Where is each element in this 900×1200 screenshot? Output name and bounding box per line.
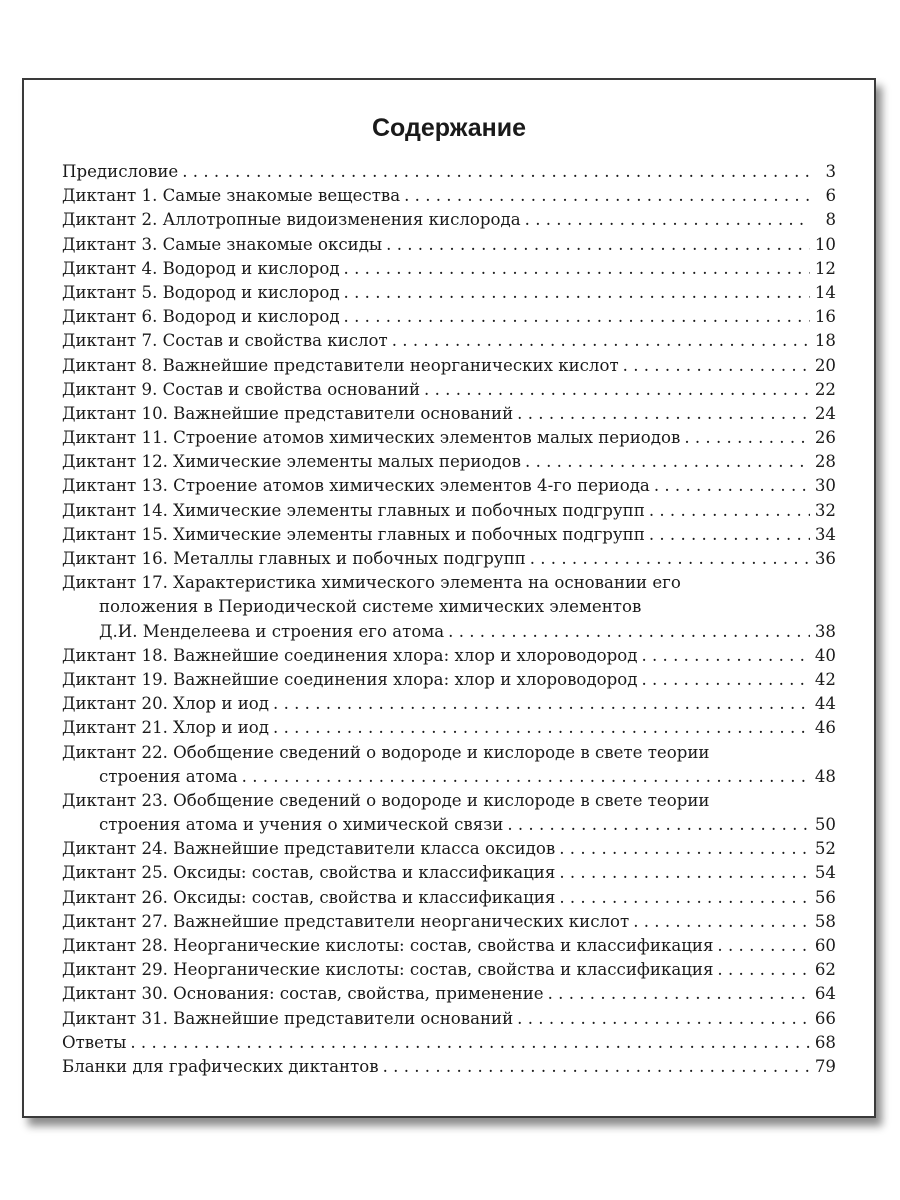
toc-entry-title: Диктант 13. Строение атомов химических элементов 4-го периода: [62, 476, 650, 496]
toc-entry-title: Диктант 1. Самые знакомые вещества: [62, 186, 401, 206]
toc-entry-title: Ответы: [62, 1032, 127, 1052]
dot-leader: [130, 1031, 810, 1055]
document-page: [22, 78, 876, 1118]
dot-leader: [548, 982, 810, 1006]
toc-entry-line: [62, 886, 836, 910]
toc-entry-line: [62, 354, 836, 378]
toc-entry-line: [62, 402, 836, 426]
page-number: 14: [814, 282, 836, 302]
toc-entry-line: [62, 644, 836, 668]
dot-leader: [383, 1055, 810, 1079]
page-title: Содержание: [371, 114, 527, 142]
dot-leader: [684, 426, 810, 450]
toc-entry: [62, 571, 836, 644]
dot-leader: [559, 837, 810, 861]
toc-entry-title: Диктант 7. Состав и свойства кислот: [62, 331, 388, 351]
page-number: 46: [814, 718, 836, 738]
toc-entry: [62, 402, 836, 426]
toc-entry-line: [62, 257, 836, 281]
toc-entry-title: Диктант 28. Неорганические кислоты: состав, свойства и классификация: [62, 936, 714, 955]
toc-entry-line: [62, 450, 836, 474]
toc-entry-title: Диктант 19. Важнейшие соединения хлора: хлор и хлороводород: [62, 669, 638, 689]
toc-entry: [62, 233, 836, 257]
toc-entry: [62, 450, 836, 474]
toc-entry-title: Диктант 9. Состав и свойства оснований: [62, 379, 421, 399]
toc-entry-line: [62, 910, 836, 934]
page-number: 58: [814, 911, 836, 931]
page-number: 42: [814, 669, 836, 689]
page-number: 50: [814, 815, 836, 835]
dot-leader: [273, 692, 810, 716]
page-number: 6: [825, 186, 836, 206]
toc-entry-line: [62, 547, 836, 571]
toc-entry: [62, 378, 836, 402]
page-number: 79: [814, 1056, 836, 1076]
page-number: 3: [825, 162, 836, 181]
toc-entry-line: [62, 281, 836, 305]
toc-entry: [62, 257, 836, 281]
page-number: 18: [814, 331, 836, 351]
toc-entry-title: строения атома: [99, 766, 238, 786]
toc-entry: [62, 668, 836, 692]
dot-leader: [404, 184, 810, 208]
dot-leader: [717, 958, 810, 982]
dot-leader: [641, 668, 810, 692]
dot-leader: [344, 305, 810, 329]
dot-leader: [525, 450, 810, 474]
dot-leader: [242, 765, 810, 789]
toc-entry-title: Диктант 3. Самые знакомые оксиды: [62, 234, 383, 254]
toc-entry-title: Диктант 5. Водород и кислород: [62, 282, 340, 302]
dot-leader: [559, 886, 810, 910]
toc-entry-line: [62, 741, 836, 765]
page-number: 48: [814, 766, 836, 786]
page-number: 20: [814, 355, 836, 375]
toc-entry-line: [62, 1007, 836, 1031]
dot-leader: [273, 716, 810, 740]
page-number: 56: [814, 887, 836, 907]
toc-entry-line: [62, 474, 836, 498]
page-number: 54: [814, 863, 836, 883]
toc-entry-line: [62, 1031, 836, 1055]
toc-entry: [62, 861, 836, 885]
toc-entry: [62, 329, 836, 353]
page-number: 22: [814, 379, 836, 399]
dot-leader: [386, 233, 810, 257]
dot-leader: [517, 1007, 810, 1031]
toc-entry: [62, 837, 836, 861]
page-number: 10: [814, 234, 836, 254]
toc-entry-title: Диктант 14. Химические элементы главных и побочных подгрупп: [62, 500, 645, 520]
toc-entry: [62, 499, 836, 523]
page-number: 68: [814, 1032, 836, 1052]
toc-entry-line: [62, 837, 836, 861]
toc-entry-title: Диктант 11. Строение атомов химических элементов малых периодов: [62, 428, 681, 448]
toc-entry: [62, 281, 836, 305]
toc-entry-title: положения в Периодической системе химических элементов: [99, 597, 642, 617]
toc-entry: [62, 160, 836, 184]
toc-entry-title: Диктант 27. Важнейшие представители неорганических кислот: [62, 911, 630, 931]
toc-entry: [62, 692, 836, 716]
toc-entry-line: [62, 692, 836, 716]
toc-entry-line: [62, 329, 836, 353]
toc-entry-line: [62, 789, 836, 813]
toc-entry-title: Диктант 17. Характеристика химического элемента на основании его: [62, 573, 681, 593]
page-number: 38: [814, 621, 836, 641]
toc-entry-title: Диктант 8. Важнейшие представители неорганических кислот: [62, 355, 619, 375]
toc-entry-title: Диктант 30. Основания: состав, свойства, применение: [62, 984, 544, 1004]
toc-entry-line: [62, 982, 836, 1006]
toc-entry-continuation-line: [62, 813, 836, 837]
page-number: 62: [814, 960, 836, 980]
toc-entry-continuation-line: [62, 765, 836, 789]
page-number: 32: [814, 500, 836, 520]
dot-leader: [448, 620, 810, 644]
toc-entry-title: Диктант 20. Хлор и иод: [62, 694, 270, 714]
toc-entry-title: Диктант 10. Важнейшие представители оснований: [62, 403, 514, 423]
dot-leader: [633, 910, 810, 934]
toc-entry-line: [62, 233, 836, 257]
toc-entry: [62, 426, 836, 450]
dot-leader: [392, 329, 810, 353]
dot-leader: [623, 354, 810, 378]
page-number: 64: [814, 984, 836, 1004]
toc-entry: [62, 184, 836, 208]
dot-leader: [717, 934, 810, 958]
toc-entry-line: [62, 426, 836, 450]
toc-entry: [62, 523, 836, 547]
page-number: 24: [814, 403, 836, 423]
page-number: 60: [814, 936, 836, 955]
toc-entry-title: Диктант 15. Химические элементы главных и побочных подгрупп: [62, 524, 645, 544]
page-number: 34: [814, 524, 836, 544]
toc-entry: [62, 305, 836, 329]
toc-entry: [62, 354, 836, 378]
toc-entry-title: Диктант 29. Неорганические кислоты: состав, свойства и классификация: [62, 960, 714, 980]
toc-entry: [62, 716, 836, 740]
toc-entry: [62, 208, 836, 232]
dot-leader: [530, 547, 810, 571]
toc-entry-line: [62, 184, 836, 208]
toc-entry-title: Диктант 6. Водород и кислород: [62, 307, 340, 327]
toc-entry-title: Диктант 18. Важнейшие соединения хлора: хлор и хлороводород: [62, 645, 638, 665]
dot-leader: [507, 813, 810, 837]
table-of-contents: [62, 160, 836, 1079]
toc-entry-line: [62, 1055, 836, 1079]
toc-entry-line: [62, 958, 836, 982]
dot-leader: [559, 861, 810, 885]
toc-entry: [62, 982, 836, 1006]
page-number: 66: [814, 1008, 836, 1028]
dot-leader: [641, 644, 810, 668]
toc-entry-title: Диктант 21. Хлор и иод: [62, 718, 270, 738]
toc-entry-continuation-line: [62, 595, 836, 619]
toc-entry: [62, 474, 836, 498]
toc-entry-title: Диктант 4. Водород и кислород: [62, 258, 340, 278]
toc-entry-title: Диктант 24. Важнейшие представители класса оксидов: [62, 839, 556, 859]
dot-leader: [525, 208, 810, 232]
toc-entry-title: Диктант 12. Химические элементы малых периодов: [62, 452, 522, 472]
toc-entry: [62, 1031, 836, 1055]
toc-entry: [62, 1055, 836, 1079]
toc-entry-line: [62, 668, 836, 692]
toc-entry: [62, 910, 836, 934]
dot-leader: [649, 523, 810, 547]
toc-entry-line: [62, 523, 836, 547]
toc-entry-line: [62, 716, 836, 740]
toc-entry-title: Диктант 25. Оксиды: состав, свойства и классификация: [62, 863, 556, 883]
page-number: 12: [814, 258, 836, 278]
toc-entry-title: Диктант 31. Важнейшие представители оснований: [62, 1008, 514, 1028]
page-number: 26: [814, 428, 836, 448]
toc-entry-line: [62, 934, 836, 958]
toc-entry-title: Диктант 22. Обобщение сведений о водороде и кислороде в свете теории: [62, 742, 710, 762]
dot-leader: [344, 257, 810, 281]
toc-entry-line: [62, 208, 836, 232]
dot-leader: [517, 402, 810, 426]
toc-entry: [62, 886, 836, 910]
toc-entry-title: Диктант 16. Металлы главных и побочных подгрупп: [62, 549, 526, 568]
toc-entry-title: Диктант 2. Аллотропные видоизменения кислорода: [62, 210, 521, 230]
page-number: 8: [825, 210, 836, 230]
dot-leader: [654, 474, 810, 498]
toc-entry-title: строения атома и учения о химической связи: [99, 815, 504, 835]
toc-entry: [62, 547, 836, 571]
page-number: 52: [814, 839, 836, 859]
toc-entry-title: Бланки для графических диктантов: [62, 1056, 379, 1076]
toc-entry-title: Диктант 23. Обобщение сведений о водороде и кислороде в свете теории: [62, 790, 710, 810]
dot-leader: [424, 378, 810, 402]
page-number: 30: [814, 476, 836, 496]
page-number: 44: [814, 694, 836, 714]
toc-entry-line: [62, 499, 836, 523]
toc-entry: [62, 789, 836, 837]
toc-entry-title: Диктант 26. Оксиды: состав, свойства и классификация: [62, 887, 556, 907]
dot-leader: [344, 281, 810, 305]
toc-entry: [62, 644, 836, 668]
toc-entry-line: [62, 378, 836, 402]
toc-entry-title: Предисловие: [62, 162, 179, 181]
toc-entry: [62, 958, 836, 982]
toc-entry-line: [62, 571, 836, 595]
toc-entry-continuation-line: [62, 620, 836, 644]
toc-entry: [62, 934, 836, 958]
toc-entry-line: [62, 861, 836, 885]
dot-leader: [182, 160, 810, 184]
toc-entry: [62, 741, 836, 789]
toc-entry-title: Д.И. Менделеева и строения его атома: [99, 621, 445, 641]
toc-entry: [62, 1007, 836, 1031]
page-number: 36: [814, 549, 836, 568]
page-number: 28: [814, 452, 836, 472]
page-number: 40: [814, 645, 836, 665]
toc-entry-line: [62, 305, 836, 329]
dot-leader: [649, 499, 810, 523]
toc-entry-line: [62, 160, 836, 184]
page-number: 16: [814, 307, 836, 327]
